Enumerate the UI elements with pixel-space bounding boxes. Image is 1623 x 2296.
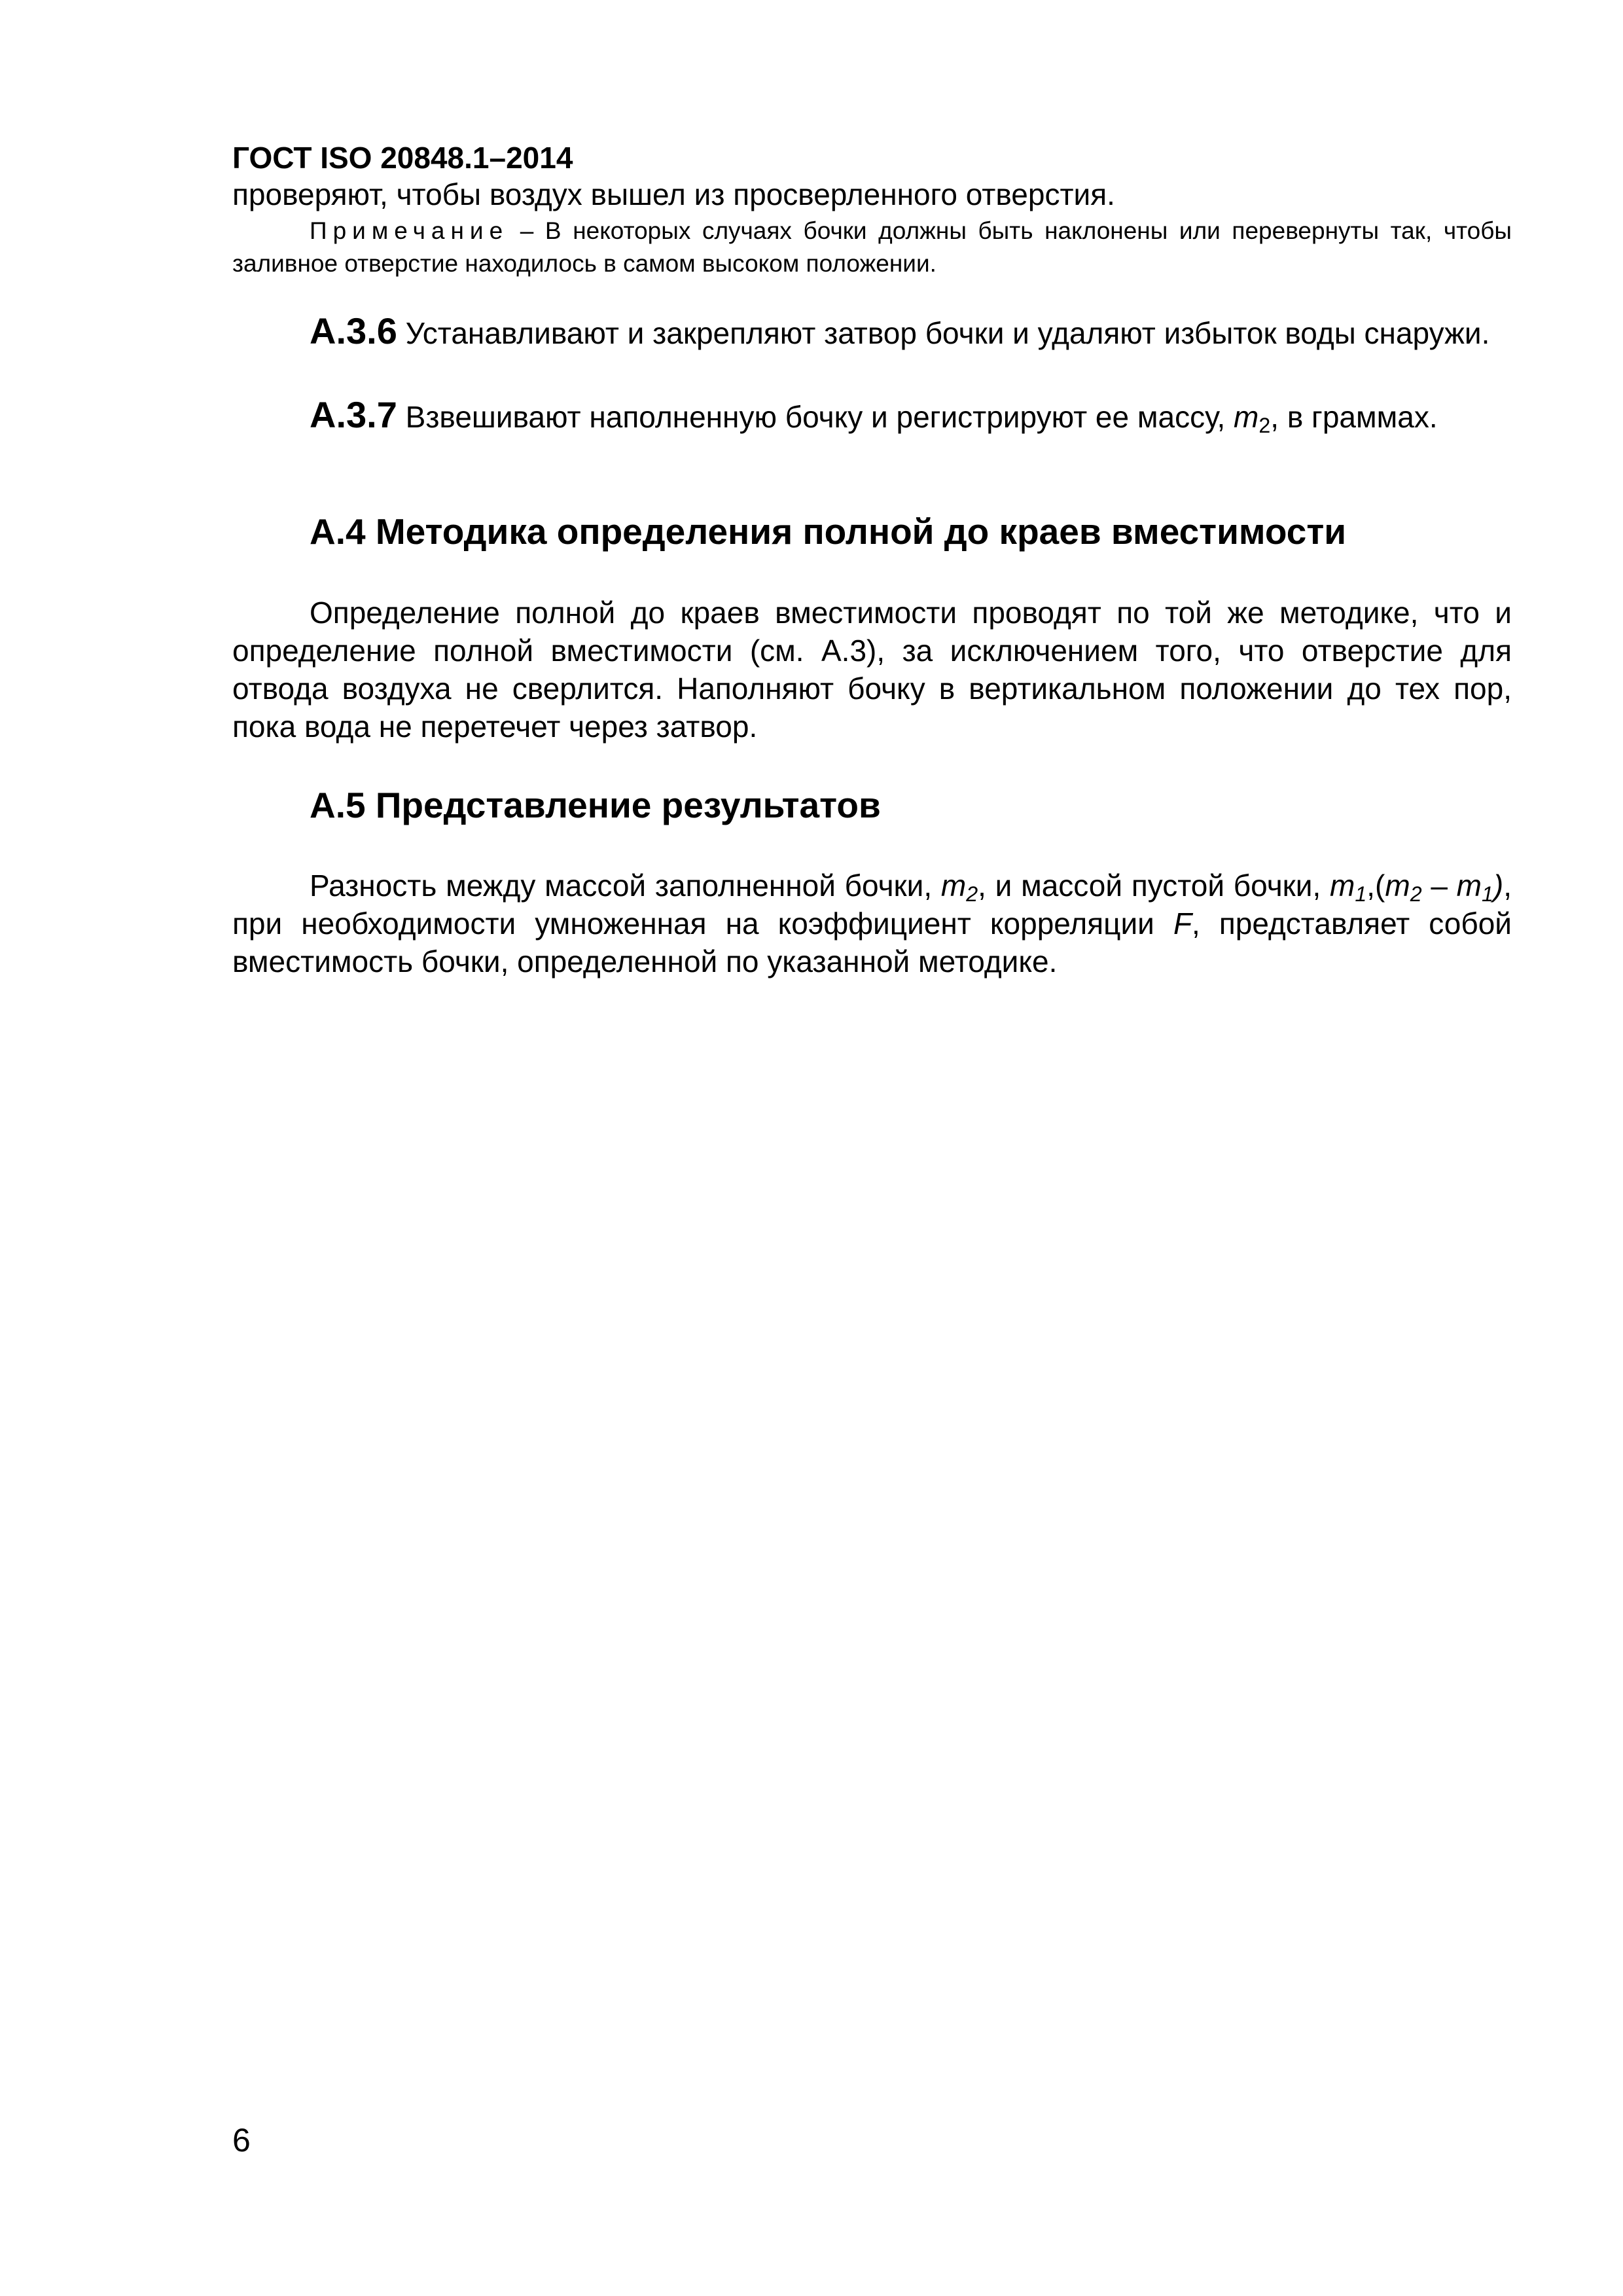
- clause-text: Устанавливают и закрепляют затвор бочки и удаляют избыток воды снаружи.: [397, 316, 1490, 350]
- document-code: ГОСТ ISO 20848.1–2014: [232, 141, 573, 175]
- mass-symbol: [940, 869, 978, 906]
- symbol-letter: m: [1456, 869, 1482, 903]
- text-run: –: [1421, 869, 1457, 903]
- note-label: Примечание: [310, 217, 509, 244]
- section-a4-paragraph: Определение полной до краев вместимости проводят по той же методике, что и определение полной вместимости (см. А.3), за исключением того, что отверстие для отвода воздуха не сверлится. Наполняют бочку в вертикальном положении до тех пор, пока вода не перетечет через затвор.: [232, 596, 1512, 744]
- coefficient-symbol: F: [1173, 906, 1192, 941]
- symbol-subscript: 1: [1355, 882, 1367, 906]
- text-run: ,(: [1366, 869, 1385, 903]
- section-a5-paragraph: [232, 867, 1512, 980]
- clause-number: А.3.6: [310, 310, 397, 351]
- symbol-subscript: 1: [1481, 882, 1493, 906]
- page-number: 6: [232, 2122, 251, 2159]
- section-heading-a4: А.4 Методика определения полной до краев вместимости: [310, 511, 1347, 552]
- mass-symbol: [1385, 869, 1422, 906]
- clause-number: А.3.7: [310, 394, 397, 435]
- text-run: Разность между массой заполненной бочки,: [310, 869, 941, 903]
- text-run: , представляет собой вместимость бочки, определенной по указанной методике.: [232, 906, 1512, 978]
- mass-symbol: [1456, 869, 1504, 906]
- symbol-letter: m: [1385, 869, 1410, 903]
- text-run: , при необходимости умноженная на коэффициент корреляции: [232, 869, 1512, 941]
- mass-symbol: m: [1234, 400, 1259, 434]
- clause-text: Взвешивают наполненную бочку и регистрируют ее массу,: [397, 400, 1234, 434]
- text-run: , и массой пустой бочки,: [978, 869, 1330, 903]
- mass-symbol: [1330, 869, 1367, 906]
- clause-text-end: , в граммах.: [1270, 400, 1438, 434]
- text-run: ): [1493, 869, 1504, 903]
- symbol-letter: m: [940, 869, 967, 903]
- note-paragraph: [232, 215, 1512, 280]
- symbol-subscript: 2: [1410, 882, 1422, 906]
- mass-symbol-subscript: 2: [1258, 414, 1271, 438]
- note-text: – В некоторых случаях бочки должны быть наклонены или перевернуты так, чтобы заливное отверстие находилось в самом высоком положении.: [232, 217, 1512, 277]
- clause-a37: [232, 396, 1512, 436]
- symbol-letter: m: [1330, 869, 1355, 903]
- symbol-subscript: 2: [966, 882, 978, 906]
- continued-paragraph: проверяют, чтобы воздух вышел из просверленного отверстия.: [232, 177, 1115, 211]
- section-heading-a5: А.5 Представление результатов: [310, 785, 881, 825]
- clause-a36: [232, 312, 1512, 352]
